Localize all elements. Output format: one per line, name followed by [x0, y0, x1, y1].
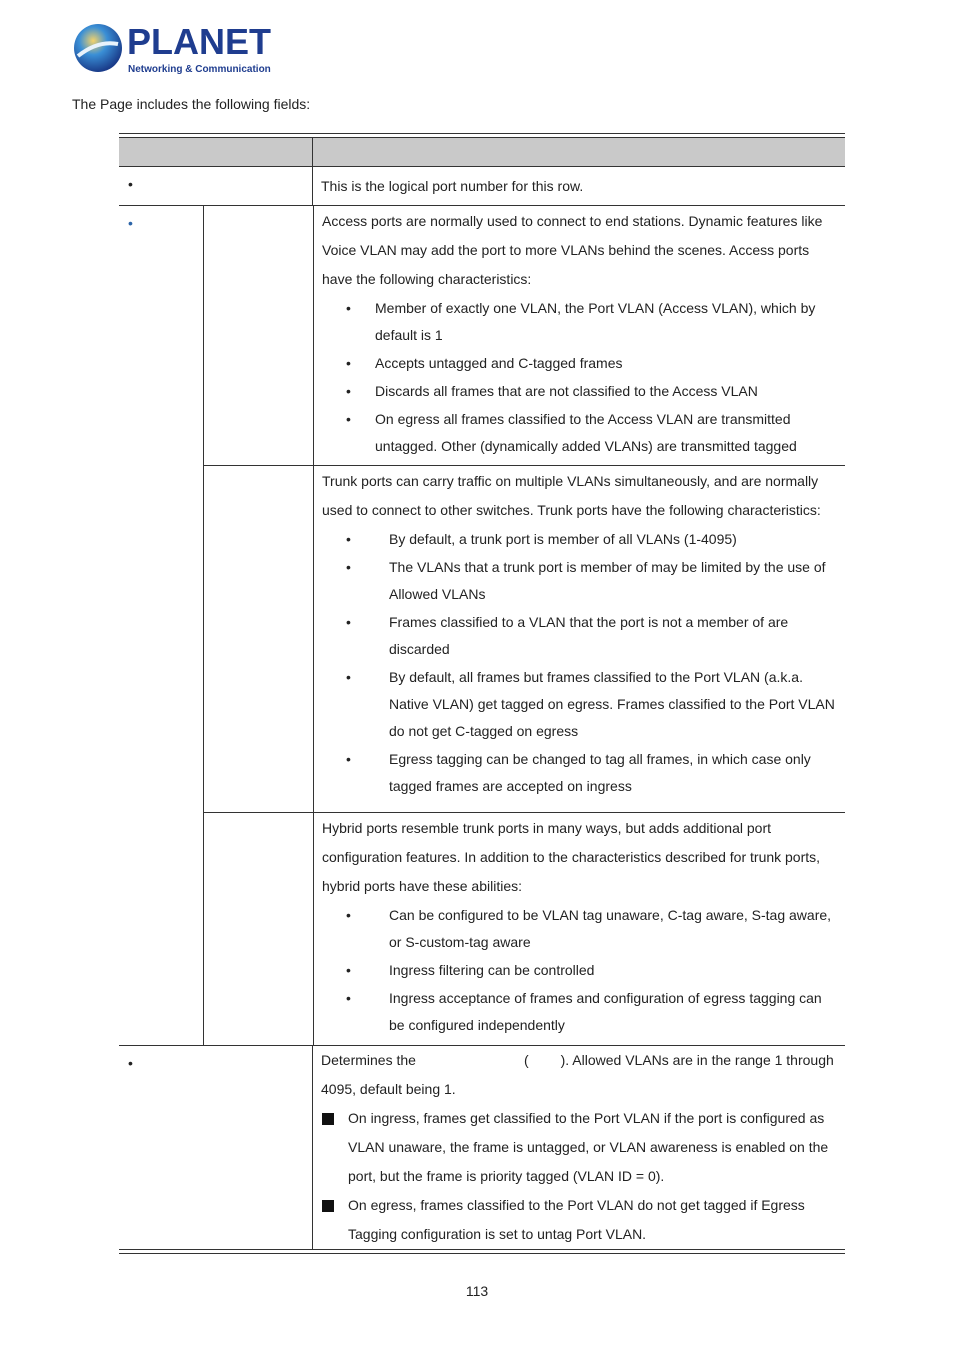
list-item: • Member of exactly one VLAN, the Port VLAN (Access VLAN), which by default is 1 [346, 300, 816, 343]
mode-name-cell [204, 206, 314, 465]
list-item: • By default, all frames but frames classified to the Port VLAN (a.k.a. Native VLAN) get tagged on egress. Frames classified to the Port VLAN do not get C-tagged on egress [346, 669, 835, 739]
trunk-description [314, 466, 845, 812]
description-cell [313, 167, 845, 205]
list-item: • By default, a trunk port is member of all VLANs (1-4095) [346, 531, 737, 547]
bullet: • [128, 1055, 133, 1071]
planet-globe-icon [72, 22, 272, 78]
hybrid-description [314, 813, 845, 1045]
square-bullet-icon [322, 1113, 334, 1125]
list-item: On egress, frames classified to the Port VLAN do not get tagged if Egress Tagging configuration is set to untag Port VLAN. [321, 1191, 837, 1249]
port-vlan-description [313, 1046, 845, 1249]
mode-name-cell [204, 813, 314, 1045]
port-description: This is the logical port number for this row. [321, 178, 584, 194]
header-description-cell [313, 138, 845, 166]
list-item: • Frames classified to a VLAN that the port is not a member of are discarded [346, 614, 789, 657]
list-item: • Ingress filtering can be controlled [346, 962, 595, 978]
object-cell [119, 206, 204, 1045]
object-cell [119, 1046, 313, 1249]
list-item: • Egress tagging can be changed to tag all frames, in which case only tagged frames are accepted on ingress [346, 751, 811, 794]
port-vlan-list [321, 1104, 837, 1249]
header-object-cell [119, 138, 313, 166]
hybrid-intro: Hybrid ports resemble trunk ports in many ways, but adds additional port configuration features. In addition to the characteristics described for trunk ports, hybrid ports have these abilities: [322, 820, 821, 894]
list-item: • Discards all frames that are not classified to the Access VLAN [346, 383, 758, 399]
mode-name-cell [204, 466, 314, 812]
bullet: • [128, 215, 133, 231]
table-row-port [119, 167, 845, 206]
access-description [314, 206, 845, 465]
table-bottom-rule [119, 1249, 845, 1254]
svg-text:PLANET: PLANET [127, 22, 271, 62]
access-characteristics-list [322, 295, 837, 460]
svg-text:Networking & Communication: Networking & Communication [128, 64, 271, 75]
square-bullet-icon [322, 1200, 334, 1212]
list-item: • Accepts untagged and C-tagged frames [346, 355, 623, 371]
list-item: • The VLANs that a trunk port is member of may be limited by the use of Allowed VLANs [346, 559, 826, 602]
list-item: On ingress, frames get classified to the Port VLAN if the port is configured as VLAN unaware, the frame is untagged, or VLAN awareness is enabled on the port, but the frame is priority tagged (VLAN ID = 0). [321, 1104, 837, 1191]
mode-subrows [204, 206, 845, 1045]
port-vlan-intro: Determines the ( ). Allowed VLANs are in the range 1 through 4095, default being 1. [321, 1052, 834, 1097]
trunk-characteristics-list [322, 526, 837, 800]
bullet: • [128, 176, 133, 192]
trunk-intro: Trunk ports can carry traffic on multiple VLANs simultaneously, and are normally used to connect to other switches. Trunk ports have the following characteristics: [322, 473, 821, 518]
intro-text: The Page includes the following fields: [72, 96, 311, 112]
list-item: • On egress all frames classified to the Access VLAN are transmitted untagged. Other (dynamically added VLANs) are transmitted tagged [346, 411, 797, 454]
fields-table [119, 133, 845, 1254]
table-header [119, 138, 845, 167]
subrow-trunk [204, 466, 845, 813]
table-row-port-vlan [119, 1046, 845, 1249]
object-cell [119, 167, 313, 205]
subrow-hybrid [204, 813, 845, 1045]
table-row-mode [119, 206, 845, 1046]
subrow-access [204, 206, 845, 466]
planet-logo [72, 22, 272, 78]
list-item: • Can be configured to be VLAN tag unaware, C-tag aware, S-tag aware, or S-custom-tag aware [346, 907, 832, 950]
page-number: 113 [465, 1283, 489, 1299]
hybrid-abilities-list [322, 902, 837, 1039]
list-item: • Ingress acceptance of frames and configuration of egress tagging can be configured independently [346, 990, 822, 1033]
access-intro: Access ports are normally used to connect to end stations. Dynamic features like Voice VLAN may add the port to more VLANs behind the scenes. Access ports have the following characteristics: [322, 213, 823, 287]
